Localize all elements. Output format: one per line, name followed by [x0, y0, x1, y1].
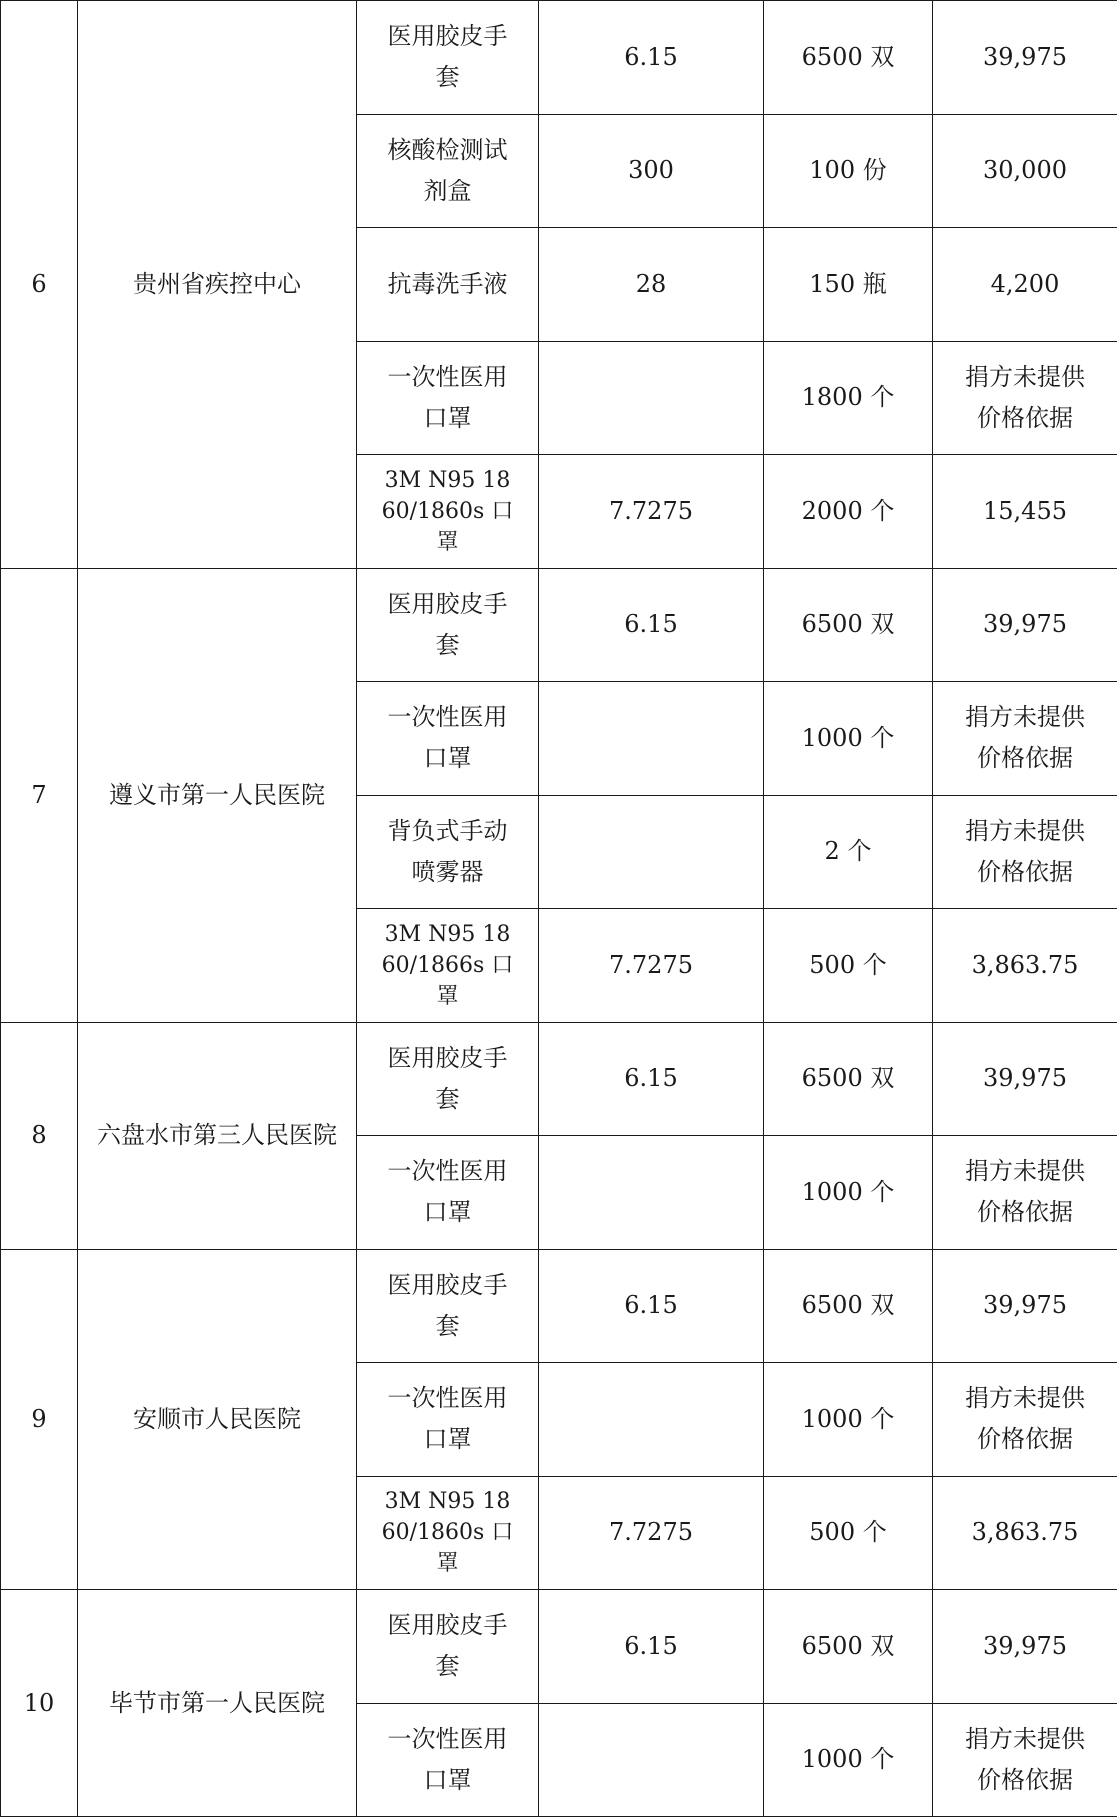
amount-cell: 3,863.75 [933, 909, 1117, 1023]
item-name-cell: 3M N95 1860/1860s 口罩 [357, 1476, 539, 1590]
amount-cell: 捐方未提供价格依据 [933, 1363, 1117, 1477]
table-row [1, 1022, 1117, 1136]
amount-cell: 捐方未提供价格依据 [933, 341, 1117, 455]
serial-number-cell: 7 [1, 568, 78, 1022]
item-name-cell: 一次性医用口罩 [357, 341, 539, 455]
amount-cell: 4,200 [933, 228, 1117, 342]
unit-price-cell [539, 341, 764, 455]
quantity-cell: 6500 双 [764, 1022, 933, 1136]
quantity-cell: 1000 个 [764, 682, 933, 796]
unit-price-cell [539, 682, 764, 796]
amount-cell: 捐方未提供价格依据 [933, 682, 1117, 796]
table-row [1, 1249, 1117, 1363]
amount-cell: 15,455 [933, 455, 1117, 569]
unit-price-cell: 6.15 [539, 1, 764, 115]
quantity-cell: 2 个 [764, 795, 933, 909]
recipient-cell: 遵义市第一人民医院 [78, 568, 357, 1022]
quantity-cell: 100 份 [764, 114, 933, 228]
recipient-cell: 六盘水市第三人民医院 [78, 1022, 357, 1249]
item-name-cell: 一次性医用口罩 [357, 682, 539, 796]
item-name-cell: 医用胶皮手套 [357, 1249, 539, 1363]
serial-number-cell: 8 [1, 1022, 78, 1249]
amount-cell: 捐方未提供价格依据 [933, 1136, 1117, 1250]
quantity-cell: 1800 个 [764, 341, 933, 455]
item-name-cell: 核酸检测试剂盒 [357, 114, 539, 228]
item-name-cell: 医用胶皮手套 [357, 1, 539, 115]
quantity-cell: 6500 双 [764, 1249, 933, 1363]
quantity-cell: 1000 个 [764, 1136, 933, 1250]
unit-price-cell [539, 1136, 764, 1250]
unit-price-cell: 6.15 [539, 1249, 764, 1363]
item-name-cell: 医用胶皮手套 [357, 1590, 539, 1704]
item-name-cell: 医用胶皮手套 [357, 568, 539, 682]
serial-number-cell: 9 [1, 1249, 78, 1590]
item-name-cell: 医用胶皮手套 [357, 1022, 539, 1136]
unit-price-cell [539, 1703, 764, 1817]
table-row [1, 1590, 1117, 1704]
unit-price-cell: 300 [539, 114, 764, 228]
amount-cell: 捐方未提供价格依据 [933, 795, 1117, 909]
unit-price-cell: 7.7275 [539, 1476, 764, 1590]
item-name-cell: 抗毒洗手液 [357, 228, 539, 342]
amount-cell: 3,863.75 [933, 1476, 1117, 1590]
quantity-cell: 500 个 [764, 1476, 933, 1590]
unit-price-cell: 6.15 [539, 1022, 764, 1136]
unit-price-cell: 7.7275 [539, 909, 764, 1023]
unit-price-cell: 7.7275 [539, 455, 764, 569]
amount-cell: 39,975 [933, 1, 1117, 115]
quantity-cell: 150 瓶 [764, 228, 933, 342]
recipient-cell: 贵州省疾控中心 [78, 1, 357, 569]
quantity-cell: 6500 双 [764, 1, 933, 115]
table-row [1, 1, 1117, 115]
recipient-cell: 毕节市第一人民医院 [78, 1590, 357, 1817]
recipient-cell: 安顺市人民医院 [78, 1249, 357, 1590]
amount-cell: 39,975 [933, 1590, 1117, 1704]
unit-price-cell: 6.15 [539, 568, 764, 682]
item-name-cell: 3M N95 1860/1860s 口罩 [357, 455, 539, 569]
unit-price-cell [539, 795, 764, 909]
item-name-cell: 3M N95 1860/1866s 口罩 [357, 909, 539, 1023]
item-name-cell: 一次性医用口罩 [357, 1703, 539, 1817]
quantity-cell: 6500 双 [764, 568, 933, 682]
quantity-cell: 1000 个 [764, 1703, 933, 1817]
amount-cell: 捐方未提供价格依据 [933, 1703, 1117, 1817]
quantity-cell: 2000 个 [764, 455, 933, 569]
donation-table-body [1, 1, 1117, 1817]
amount-cell: 39,975 [933, 568, 1117, 682]
amount-cell: 39,975 [933, 1022, 1117, 1136]
amount-cell: 39,975 [933, 1249, 1117, 1363]
quantity-cell: 6500 双 [764, 1590, 933, 1704]
quantity-cell: 500 个 [764, 909, 933, 1023]
item-name-cell: 背负式手动喷雾器 [357, 795, 539, 909]
serial-number-cell: 6 [1, 1, 78, 569]
unit-price-cell: 6.15 [539, 1590, 764, 1704]
item-name-cell: 一次性医用口罩 [357, 1136, 539, 1250]
table-row [1, 568, 1117, 682]
serial-number-cell: 10 [1, 1590, 78, 1817]
amount-cell: 30,000 [933, 114, 1117, 228]
quantity-cell: 1000 个 [764, 1363, 933, 1477]
unit-price-cell: 28 [539, 228, 764, 342]
item-name-cell: 一次性医用口罩 [357, 1363, 539, 1477]
unit-price-cell [539, 1363, 764, 1477]
